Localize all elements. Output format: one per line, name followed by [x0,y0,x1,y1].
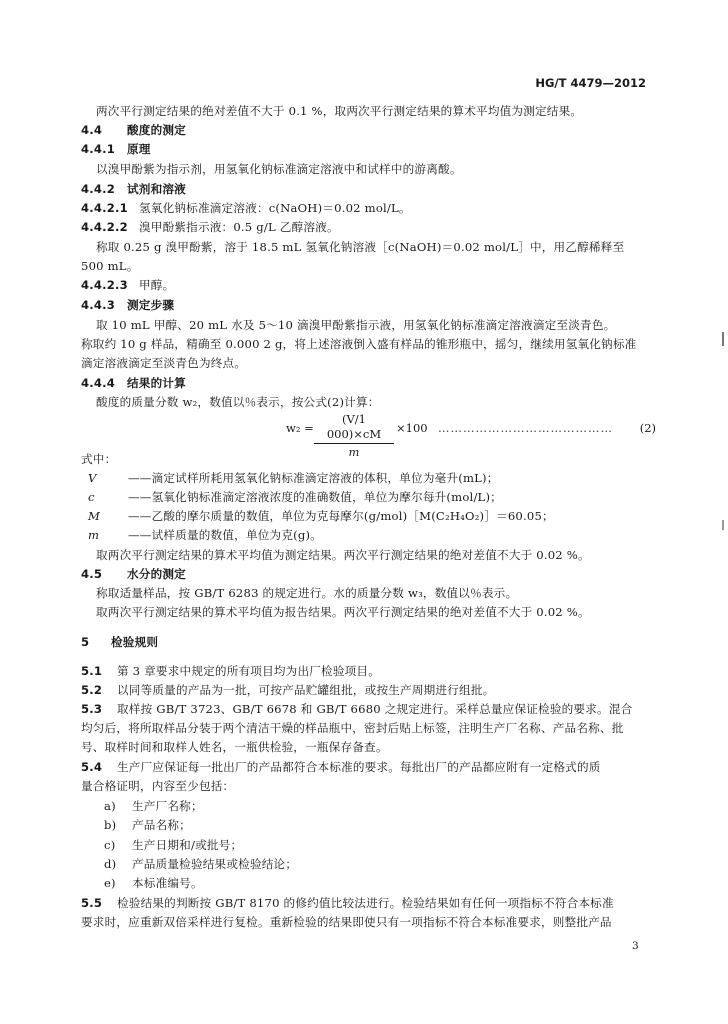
chapter-number: 5 [81,635,90,649]
clause-5-4 [81,760,601,775]
fraction-bar [314,443,394,444]
clause-text: 取样按 GB/T 3723、GB/T 6678 和 GB/T 6680 之规定进行。采样总量应保证检验的要求。混合 [117,702,633,716]
list-marker: c) [104,838,116,852]
paragraph-line: 以溴甲酚紫为指示剂，用氢氧化钠标准滴定溶液中和试样中的游离酸。 [96,162,462,176]
list-item [104,838,242,853]
paragraph-line: 称取 0.25 g 溴甲酚紫，溶于 18.5 mL 氢氧化钠溶液［c(NaOH)＝0.02 mol/L］中，用乙醇稀释至 [96,240,625,254]
chapter-title: 检验规则 [111,635,159,649]
section-title: 水分的测定 [127,567,186,581]
paragraph-line: 量合格证明，内容至少包括： [81,779,235,793]
section-heading-4-4-2 [81,182,186,197]
list-text: 本标准编号。 [132,876,203,890]
paragraph-line: 滴定溶液滴定至淡青色为终点。 [81,356,247,370]
variable-definition [88,528,322,543]
formula-lhs: w₂ = [286,421,314,435]
clause-text: 氢氧化钠标准滴定溶液：c(NaOH)＝0.02 mol/L。 [139,201,411,215]
section-number: 4.4.4 [81,376,116,390]
clause-text: 甲醇。 [139,278,175,292]
section-heading-4-4-1 [81,142,151,157]
variable-symbol: M [88,509,101,523]
section-number: 4.4 [81,123,103,137]
variable-symbol: V [88,471,97,485]
scan-edge-mark [722,520,724,530]
list-text: 生产厂名称； [132,799,203,813]
clause-number: 5.2 [81,683,103,697]
clause-text: 检验结果的判断按 GB/T 8170 的修约值比较法进行。检验结果如有任何一项指标不符合本标准 [117,896,614,910]
paragraph-line: 号、取样时间和取样人姓名，一瓶供检验，一瓶保存备查。 [81,740,388,754]
list-marker: a) [104,799,116,813]
section-heading-4-4-4 [81,376,186,391]
scan-edge-mark [722,332,724,346]
section-heading-4-4-3 [81,298,174,313]
variable-description: ——试样质量的数值，单位为克(g)。 [128,528,322,542]
list-marker: b) [104,818,117,832]
paragraph-line: 两次平行测定结果的绝对差值不大于 0.1 %，取两次平行测定结果的算术平均值为测定结果。 [96,104,583,118]
clause-number: 5.4 [81,760,103,774]
clause-number: 5.3 [81,702,103,716]
clause-text: 溴甲酚紫指示液：0.5 g/L 乙醇溶液。 [139,220,339,234]
list-text: 生产日期和/或批号； [132,838,243,852]
list-marker: e) [104,876,116,890]
variable-symbol: m [88,528,100,542]
formula-numerator: (V/1 000)×cM [326,412,382,441]
clause-number: 5.5 [81,896,103,910]
clause-4-4-2-3 [81,278,174,293]
list-text: 产品质量检验结果或检验结论； [132,857,298,871]
variable-description: ——氢氧化钠标准滴定溶液浓度的准确数值，单位为摩尔每升(mol/L)； [128,490,502,504]
list-item [104,876,203,891]
variable-symbol: c [88,490,95,504]
standard-number: HG/T 4479—2012 [535,76,646,90]
clause-5-2 [81,683,494,698]
variable-definition [88,509,554,524]
list-item [104,857,297,872]
variable-definition [88,490,502,505]
list-text: 产品名称； [132,818,191,832]
paragraph-line: 500 mL。 [81,259,139,273]
clause-number: 4.4.2.3 [81,278,128,292]
page-number: 3 [632,940,639,952]
formula-denominator: m [348,445,360,459]
formula-leader-dots: …………………………………… [438,421,613,435]
paragraph-line: 称取约 10 g 样品，精确至 0.000 2 g，将上述溶液倒入盛有样品的锥形瓶中，摇匀，继续用氢氧化钠标准 [81,337,637,351]
section-title: 结果的计算 [127,376,186,390]
clause-5-3 [81,702,632,717]
section-number: 4.5 [81,567,103,581]
list-marker: d) [104,857,117,871]
section-title: 原理 [127,142,151,156]
clause-text: 生产厂应保证每一批出厂的产品都符合本标准的要求。每批出厂的产品都应附有一定格式的质 [117,760,601,774]
paragraph-line: 式中： [81,452,117,466]
variable-description: ——滴定试样所耗用氢氧化钠标准滴定溶液的体积，单位为毫升(mL)； [128,471,499,485]
paragraph-line: 酸度的质量分数 w₂，数值以％表示，按公式(2)计算： [96,395,380,409]
clause-number: 4.4.2.1 [81,201,128,215]
clause-5-1 [81,664,380,679]
clause-text: 以同等质量的产品为一批，可按产品贮罐组批，或按生产周期进行组批。 [117,683,495,697]
section-title: 酸度的测定 [127,123,186,137]
paragraph-line: 取两次平行测定结果的算术平均值为报告结果。两次平行测定结果的绝对差值不大于 0.02 %。 [96,605,590,619]
clause-4-4-2-1 [81,201,411,216]
formula-multiplier: ×100 [396,421,428,435]
section-heading-4-4 [81,123,186,138]
section-title: 试剂和溶液 [127,182,186,196]
clause-5-5 [81,896,614,911]
formula-fraction [314,412,394,460]
section-number: 4.4.2 [81,182,116,196]
paragraph-line: 均匀后，将所取样品分装于两个清洁干燥的样品瓶中，密封后贴上标签，注明生产厂名称、产品名称、批 [81,721,624,735]
paragraph-line: 取 10 mL 甲醇、20 mL 水及 5～10 滴溴甲酚紫指示液，用氢氧化钠标准滴定溶液滴定至淡青色。 [96,318,616,332]
paragraph-line: 称取适量样品，按 GB/T 6283 的规定进行。水的质量分数 w₃，数值以％表示。 [96,586,518,600]
equation-number: (2) [639,421,656,435]
section-title: 测定步骤 [127,298,175,312]
section-number: 4.4.1 [81,142,116,156]
section-number: 4.4.3 [81,298,116,312]
list-item [104,818,191,833]
clause-number: 5.1 [81,664,103,678]
variable-description: ——乙酸的摩尔质量的数值，单位为克每摩尔(g/mol)［M(C₂H₄O₂)］＝60.05； [128,509,554,523]
variable-definition [88,471,499,486]
clause-number: 4.4.2.2 [81,220,128,234]
section-heading-4-5 [81,567,186,582]
chapter-heading-5 [81,635,158,650]
clause-4-4-2-2 [81,220,339,235]
formula-2 [286,412,656,459]
paragraph-line: 要求时，应重新双倍采样进行复检。重新检验的结果即使只有一项指标不符合本标准要求，则整批产品 [81,915,612,929]
clause-text: 第 3 章要求中规定的所有项目均为出厂检验项目。 [117,664,381,678]
list-item [104,799,203,814]
paragraph-line: 取两次平行测定结果的算术平均值为测定结果。两次平行测定结果的绝对差值不大于 0.02 %。 [96,548,590,562]
